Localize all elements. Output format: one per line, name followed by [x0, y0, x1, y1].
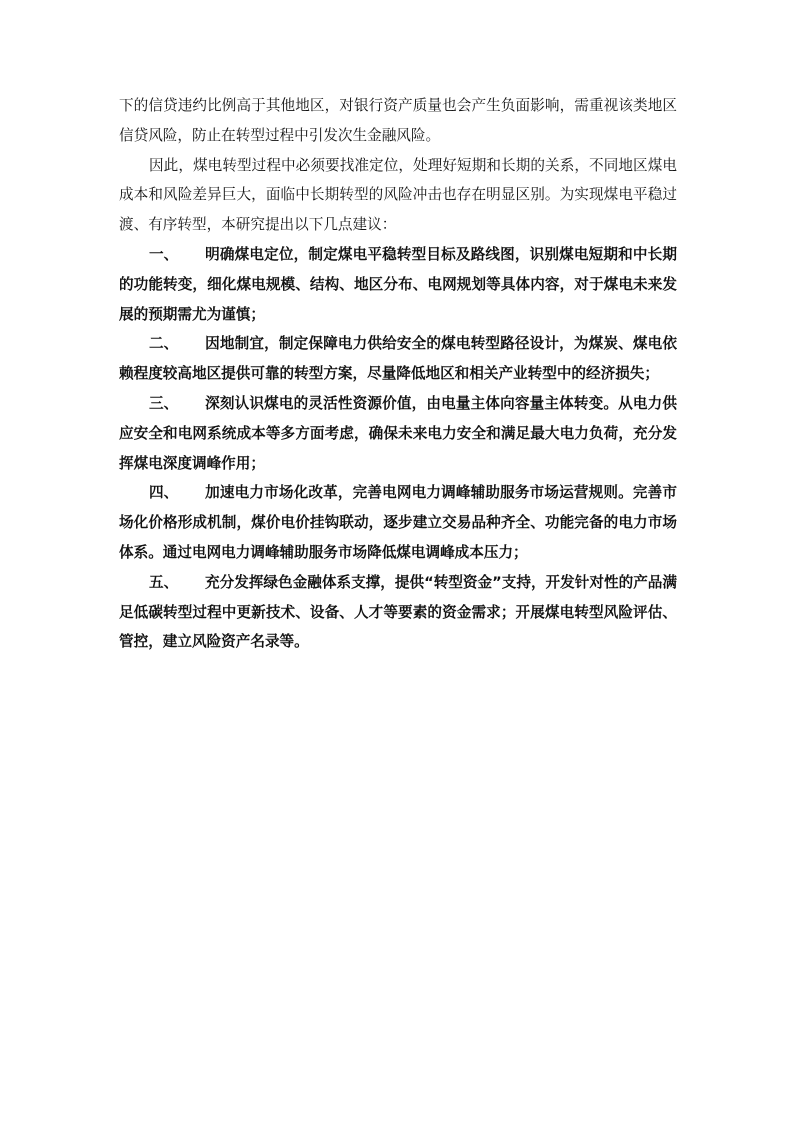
recommendation-number: 四、 [149, 484, 179, 502]
recommendation-item-4 [119, 478, 677, 567]
intro-paragraph-1: 下的信贷违约比例高于其他地区，对银行资产质量也会产生负面影响，需重视该类地区信贷风险，防止在转型过程中引发次生金融风险。 [119, 97, 677, 144]
recommendation-item-3 [119, 389, 677, 478]
recommendation-text: 深刻认识煤电的灵活性资源价值，由电量主体向容量主体转变。从电力供应安全和电网系统成本等多方面考虑，确保未来电力安全和满足最大电力负荷，充分发挥煤电深度调峰作用； [119, 394, 677, 472]
recommendation-text: 明确煤电定位，制定煤电平稳转型目标及路线图，识别煤电短期和中长期的功能转变，细化煤电规模、结构、地区分布、电网规划等具体内容，对于煤电未来发展的预期需尤为谨慎； [119, 245, 677, 323]
recommendation-text: 充分发挥绿色金融体系支撑，提供“转型资金”支持，开发针对性的产品满足低碳转型过程中更新技术、设备、人才等要素的资金需求；开展煤电转型风险评估、管控，建立风险资产名录等。 [119, 573, 677, 651]
recommendation-number: 三、 [149, 394, 179, 412]
recommendation-number: 五、 [149, 573, 179, 591]
recommendation-text: 因地制宜，制定保障电力供给安全的煤电转型路径设计，为煤炭、煤电依赖程度较高地区提供可靠的转型方案，尽量降低地区和相关产业转型中的经济损失； [119, 335, 677, 383]
recommendation-item-5 [119, 568, 677, 657]
recommendation-item-1 [119, 240, 677, 329]
recommendation-number: 一、 [149, 245, 179, 263]
recommendation-text: 加速电力市场化改革，完善电网电力调峰辅助服务市场运营规则。完善市场化价格形成机制，煤价电价挂钩联动，逐步建立交易品种齐全、功能完备的电力市场体系。通过电网电力调峰辅助服务市场降低煤电调峰成本压力； [119, 484, 677, 561]
intro-paragraph-2: 因此，煤电转型过程中必须要找准定位，处理好短期和长期的关系，不同地区煤电成本和风险差异巨大，面临中长期转型的风险冲击也存在明显区别。为实现煤电平稳过渡、有序转型，本研究提出以下几点建议： [119, 156, 677, 234]
document-body [119, 91, 677, 657]
recommendation-item-2 [119, 329, 677, 389]
recommendation-number: 二、 [149, 335, 179, 353]
